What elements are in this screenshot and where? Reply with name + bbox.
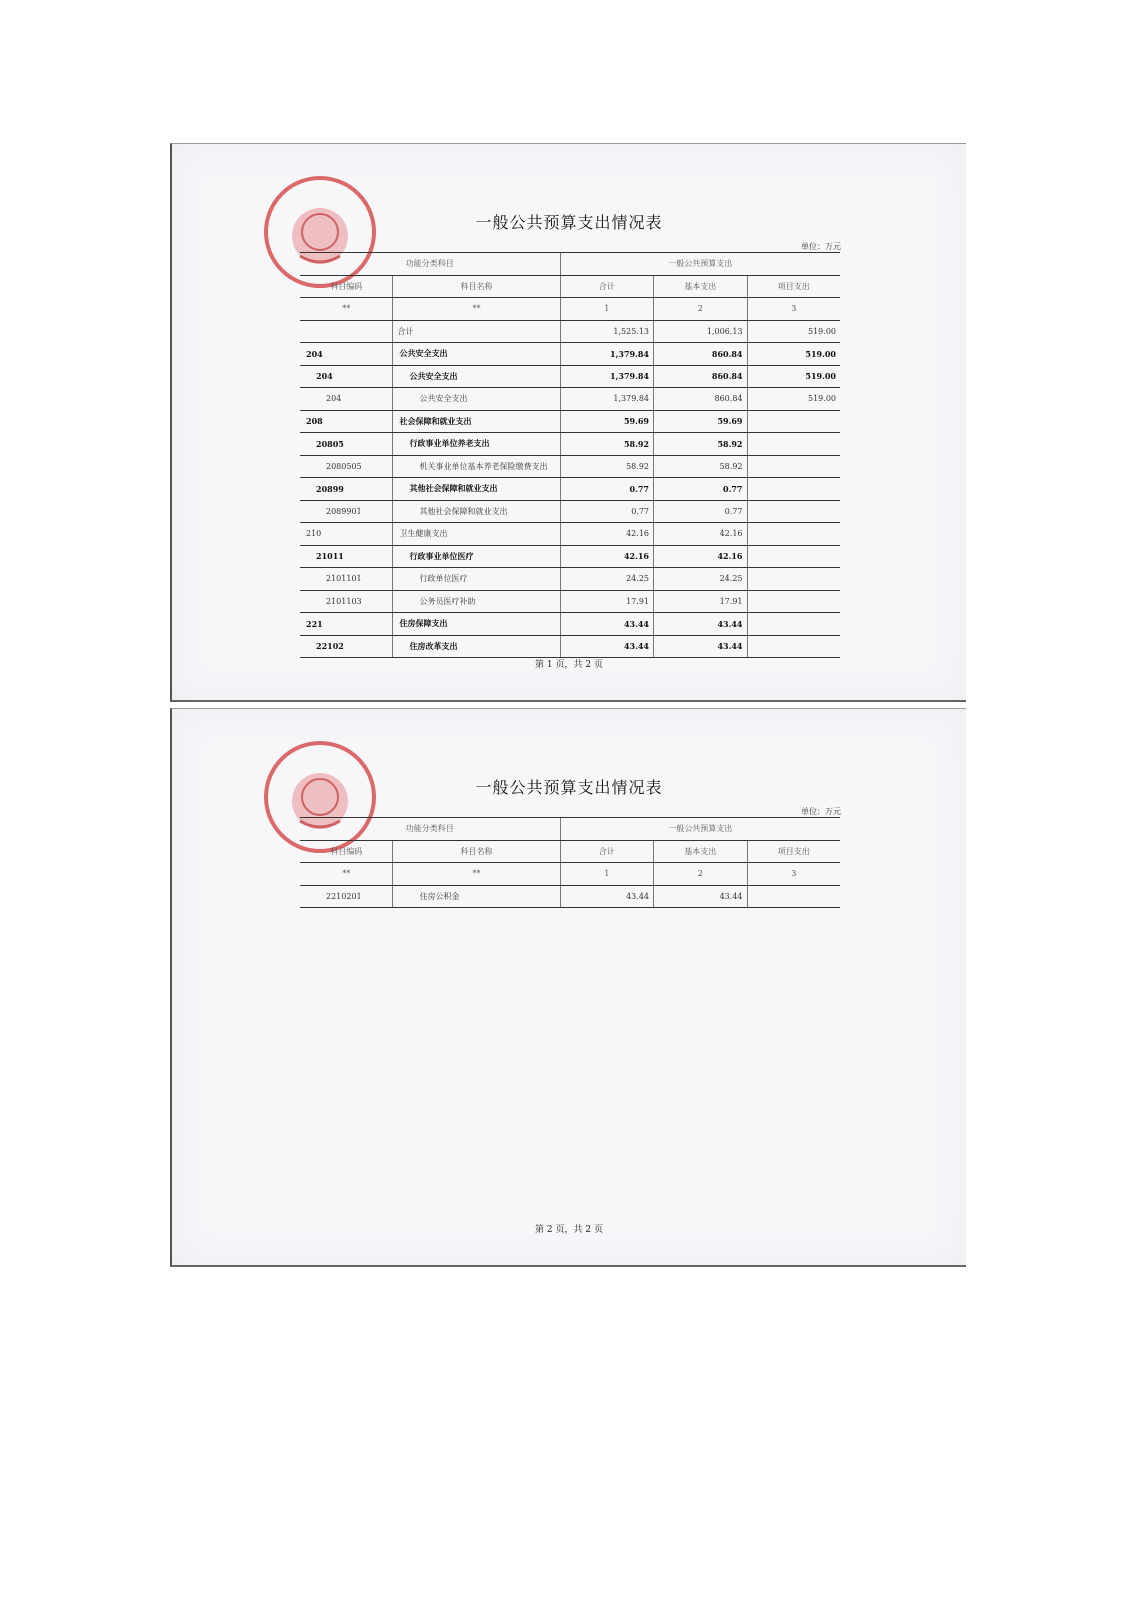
header-col-row	[300, 840, 840, 863]
header-name: 科目名称	[393, 840, 560, 863]
budget-table	[300, 817, 840, 908]
table-row	[300, 568, 840, 591]
row-total: 1,525.13	[560, 320, 654, 343]
row-name: 其他社会保障和就业支出	[393, 478, 560, 501]
index-project: 3	[747, 298, 840, 321]
table-row	[300, 545, 840, 568]
row-name: 公共安全支出	[393, 365, 560, 388]
row-name: 行政事业单位医疗	[393, 545, 560, 568]
table-row	[300, 590, 840, 613]
scanned-page-2	[170, 708, 966, 1267]
table-row	[300, 500, 840, 523]
row-total: 42.16	[560, 545, 654, 568]
row-total: 17.91	[560, 590, 654, 613]
row-total: 42.16	[560, 523, 654, 546]
row-basic: 43.44	[654, 635, 748, 658]
row-basic: 59.69	[654, 410, 748, 433]
table-row	[300, 365, 840, 388]
row-name: 公务员医疗补助	[393, 590, 560, 613]
index-code: **	[300, 298, 393, 321]
row-total: 1,379.84	[560, 365, 654, 388]
header-group-right: 一般公共预算支出	[560, 253, 840, 276]
budget-table	[300, 252, 840, 658]
index-name: **	[393, 863, 560, 886]
unit-label: 单位：万元	[801, 807, 841, 816]
row-code: 2101101	[300, 568, 393, 591]
table-row	[300, 478, 840, 501]
row-basic: 58.92	[654, 455, 748, 478]
header-project: 项目支出	[747, 275, 840, 298]
row-name: 公共安全支出	[393, 343, 560, 366]
table-row	[300, 388, 840, 411]
unit-label: 单位：万元	[801, 242, 841, 251]
table-row	[300, 523, 840, 546]
row-code: 21011	[300, 545, 393, 568]
row-basic: 860.84	[654, 388, 748, 411]
row-total: 58.92	[560, 433, 654, 456]
table-row	[300, 410, 840, 433]
header-total: 合计	[560, 840, 654, 863]
row-code: 2101103	[300, 590, 393, 613]
index-basic: 2	[654, 863, 748, 886]
header-code: 科目编码	[300, 275, 393, 298]
scanned-page-1	[170, 143, 966, 702]
header-name: 科目名称	[393, 275, 560, 298]
table-row	[300, 635, 840, 658]
index-project: 3	[747, 863, 840, 886]
row-name: 行政单位医疗	[393, 568, 560, 591]
row-code: 208	[300, 410, 393, 433]
row-name: 其他社会保障和就业支出	[393, 500, 560, 523]
row-total: 1,379.84	[560, 388, 654, 411]
row-project	[747, 885, 840, 908]
header-col-row	[300, 275, 840, 298]
header-group-right: 一般公共预算支出	[560, 818, 840, 841]
row-code: 204	[300, 365, 393, 388]
row-code: 221	[300, 613, 393, 636]
row-project	[747, 500, 840, 523]
row-code: 20805	[300, 433, 393, 456]
header-project: 项目支出	[747, 840, 840, 863]
row-total: 0.77	[560, 500, 654, 523]
row-name: 住房改革支出	[393, 635, 560, 658]
header-basic: 基本支出	[654, 840, 748, 863]
row-name: 合计	[393, 320, 560, 343]
page-footer: 第 2 页，共 2 页	[535, 1225, 603, 1235]
row-code: 22102	[300, 635, 393, 658]
row-code: 204	[300, 388, 393, 411]
row-total: 58.92	[560, 455, 654, 478]
row-name: 住房公积金	[393, 885, 560, 908]
row-basic: 860.84	[654, 365, 748, 388]
row-basic: 42.16	[654, 545, 748, 568]
row-project	[747, 433, 840, 456]
row-basic: 17.91	[654, 590, 748, 613]
row-basic: 1,006.13	[654, 320, 748, 343]
row-project	[747, 410, 840, 433]
row-project	[747, 545, 840, 568]
row-code: 204	[300, 343, 393, 366]
row-code: 2089901	[300, 500, 393, 523]
row-total: 1,379.84	[560, 343, 654, 366]
row-basic: 0.77	[654, 500, 748, 523]
row-name: 行政事业单位养老支出	[393, 433, 560, 456]
row-name: 公共安全支出	[393, 388, 560, 411]
table-row	[300, 433, 840, 456]
header-total: 合计	[560, 275, 654, 298]
row-total: 43.44	[560, 885, 654, 908]
header-group-row	[300, 818, 840, 841]
header-group-left: 功能分类科目	[300, 818, 560, 841]
table-row	[300, 343, 840, 366]
index-basic: 2	[654, 298, 748, 321]
row-code: 210	[300, 523, 393, 546]
row-project	[747, 590, 840, 613]
header-index-row	[300, 863, 840, 886]
index-total: 1	[560, 298, 654, 321]
row-total: 43.44	[560, 613, 654, 636]
index-code: **	[300, 863, 393, 886]
row-total: 24.25	[560, 568, 654, 591]
row-project: 519.00	[747, 343, 840, 366]
row-total: 0.77	[560, 478, 654, 501]
row-project	[747, 613, 840, 636]
row-basic: 860.84	[654, 343, 748, 366]
row-basic: 43.44	[654, 613, 748, 636]
row-project: 519.00	[747, 320, 840, 343]
row-project	[747, 635, 840, 658]
header-basic: 基本支出	[654, 275, 748, 298]
row-basic: 24.25	[654, 568, 748, 591]
row-code: 2210201	[300, 885, 393, 908]
table-row	[300, 320, 840, 343]
index-total: 1	[560, 863, 654, 886]
row-project	[747, 523, 840, 546]
row-name: 社会保障和就业支出	[393, 410, 560, 433]
index-name: **	[393, 298, 560, 321]
row-name: 住房保障支出	[393, 613, 560, 636]
header-group-row	[300, 253, 840, 276]
row-basic: 58.92	[654, 433, 748, 456]
header-index-row	[300, 298, 840, 321]
table-title: 一般公共预算支出情况表	[475, 213, 663, 232]
table-row	[300, 455, 840, 478]
row-basic: 43.44	[654, 885, 748, 908]
header-code: 科目编码	[300, 840, 393, 863]
row-project: 519.00	[747, 388, 840, 411]
table-row	[300, 613, 840, 636]
row-total: 43.44	[560, 635, 654, 658]
row-code: 20899	[300, 478, 393, 501]
table-title: 一般公共预算支出情况表	[475, 778, 663, 797]
row-project	[747, 568, 840, 591]
row-basic: 0.77	[654, 478, 748, 501]
row-code: 2080505	[300, 455, 393, 478]
row-total: 59.69	[560, 410, 654, 433]
row-project	[747, 478, 840, 501]
row-name: 卫生健康支出	[393, 523, 560, 546]
table-row	[300, 885, 840, 908]
row-basic: 42.16	[654, 523, 748, 546]
row-name: 机关事业单位基本养老保险缴费支出	[393, 455, 560, 478]
header-group-left: 功能分类科目	[300, 253, 560, 276]
page-footer: 第 1 页，共 2 页	[535, 660, 603, 670]
row-project: 519.00	[747, 365, 840, 388]
row-code	[300, 320, 393, 343]
row-project	[747, 455, 840, 478]
